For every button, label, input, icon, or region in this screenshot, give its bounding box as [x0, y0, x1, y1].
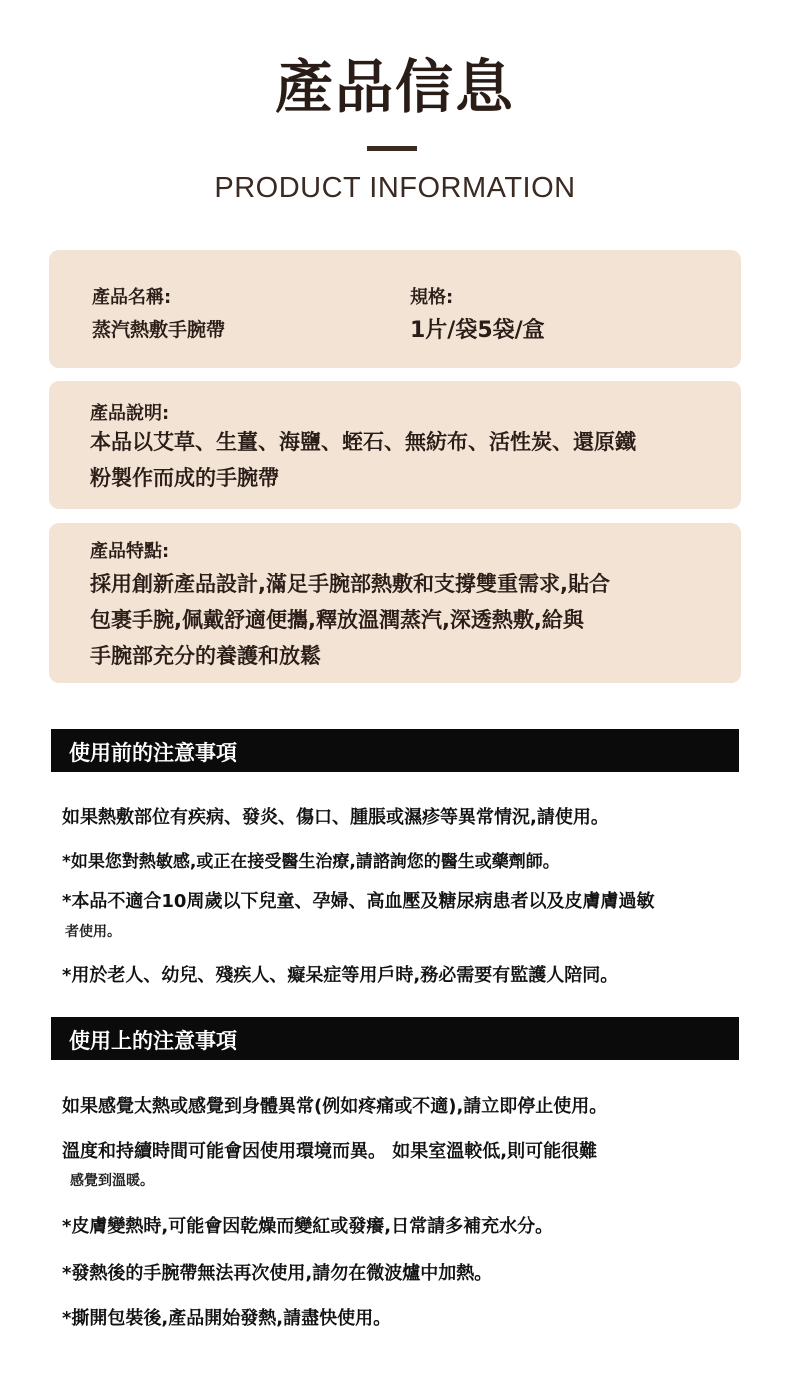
features-line: 包裹手腕,佩戴舒適便攜,釋放溫潤蒸汽,深透熱敷,給與	[90, 608, 584, 632]
page-title: 產品信息	[274, 53, 515, 121]
during-use-item: *撕開包裝後,產品開始發熱,請盡快使用。	[62, 1308, 392, 1329]
features-label: 產品特點:	[90, 541, 170, 562]
product-name-value: 蒸汽熱敷手腕帶	[92, 319, 226, 341]
before-use-heading-bar	[51, 729, 739, 772]
product-features-card	[49, 523, 741, 683]
during-use-item-continuation: 感覺到溫暖。	[70, 1173, 154, 1189]
page-subtitle: PRODUCT INFORMATION	[214, 172, 576, 204]
features-text	[90, 566, 610, 674]
features-line: 手腕部充分的養護和放鬆	[90, 644, 321, 668]
during-use-item: 溫度和持續時間可能會因使用環境而異。 如果室溫較低,則可能很難	[62, 1141, 598, 1162]
description-label: 產品說明:	[90, 403, 170, 424]
before-use-item: 如果熱敷部位有疾病、發炎、傷口、腫脹或濕疹等異常情況,請使用。	[62, 807, 609, 828]
description-line: 本品以艾草、生薑、海鹽、蛭石、無紡布、活性炭、還原鐵	[90, 430, 636, 454]
title-divider	[367, 146, 417, 151]
before-use-item-continuation: 者使用。	[65, 924, 121, 940]
during-use-item: *發熱後的手腕帶無法再次使用,請勿在微波爐中加熱。	[62, 1263, 493, 1284]
during-use-heading-bar	[51, 1017, 739, 1060]
spec-value: 1片/袋5袋/盒	[410, 318, 545, 343]
before-use-item: *如果您對熱敏感,或正在接受醫生治療,請諮詢您的醫生或藥劑師。	[62, 852, 560, 872]
features-line: 採用創新產品設計,滿足手腕部熱敷和支撐雙重需求,貼合	[90, 572, 610, 596]
spec-label: 規格:	[410, 287, 454, 308]
product-description-card	[49, 381, 741, 509]
product-name-spec-card	[49, 250, 741, 368]
product-name-label: 產品名稱:	[92, 287, 172, 308]
description-line: 粉製作而成的手腕帶	[90, 466, 279, 490]
during-use-item: 如果感覺太熱或感覺到身體異常(例如疼痛或不適),請立即停止使用。	[62, 1096, 608, 1117]
before-use-item: *本品不適合10周歲以下兒童、孕婦、高血壓及糖尿病患者以及皮膚膚過敏	[62, 891, 655, 912]
before-use-item: *用於老人、幼兒、殘疾人、癡呆症等用戶時,務必需要有監護人陪同。	[62, 965, 619, 986]
during-use-heading: 使用上的注意事項	[69, 1029, 237, 1053]
description-text	[90, 424, 636, 496]
during-use-item: *皮膚變熱時,可能會因乾燥而變紅或發癢,日常請多補充水分。	[62, 1216, 554, 1237]
before-use-heading: 使用前的注意事項	[69, 741, 237, 765]
